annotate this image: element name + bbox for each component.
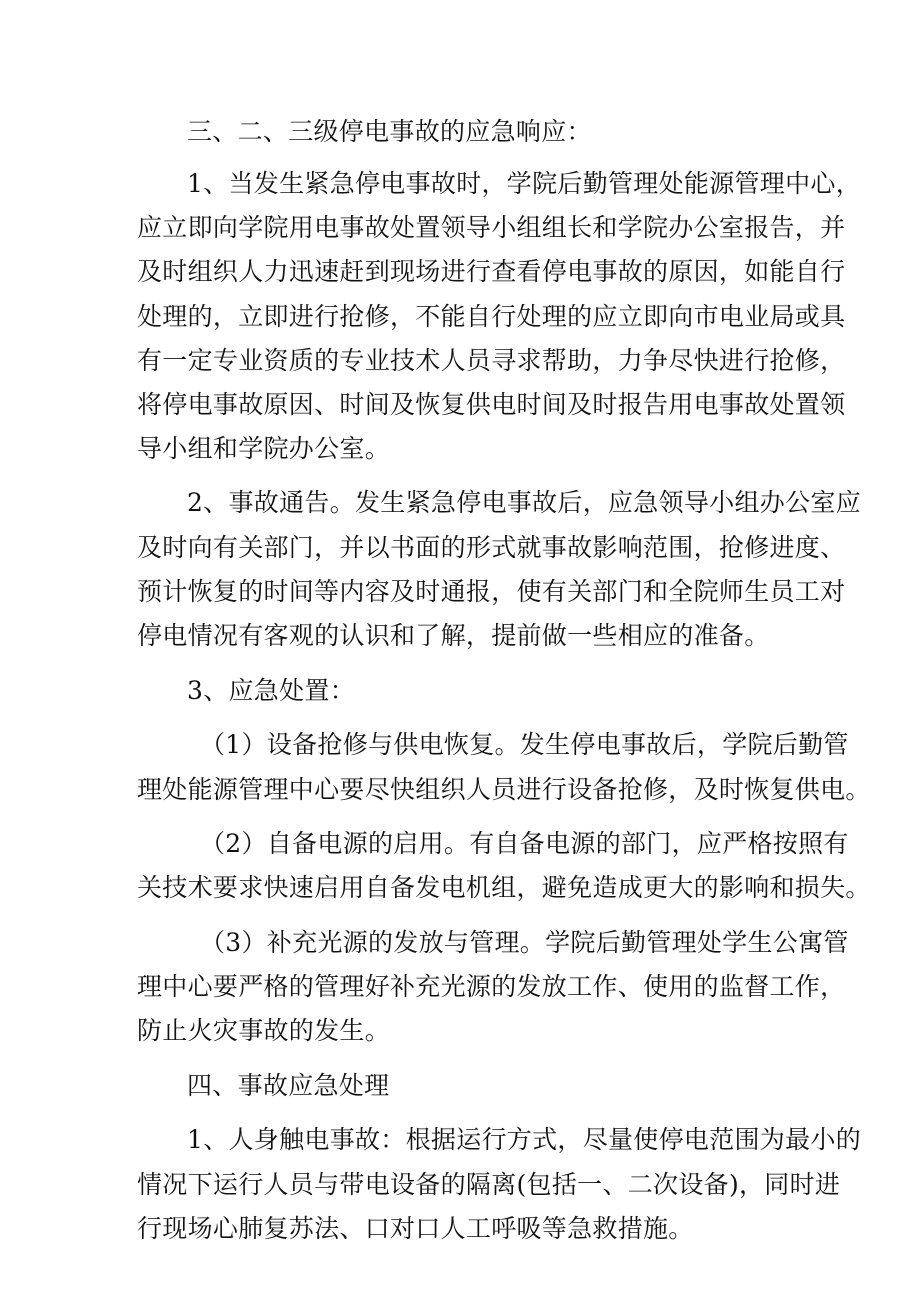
paragraph-line: 处理的，立即进行抢修，不能自行处理的应立即向市电业局或具: [137, 302, 846, 331]
paragraph-line: （1）设备抢修与供电恢复。发生停电事故后，学院后勤管: [200, 730, 849, 759]
paragraph-line: 行现场心肺复苏法、口对口人工呼吸等急救措施。: [137, 1214, 694, 1243]
subsection-heading: 3、应急处置：: [187, 676, 356, 705]
paragraph-line: 停电情况有客观的认识和了解，提前做一些相应的准备。: [137, 621, 770, 650]
paragraph-line: 预计恢复的时间等内容及时通报，使有关部门和全院师生员工对: [137, 577, 846, 606]
paragraph-line: 及时组织人力迅速赶到现场进行查看停电事故的原因，如能自行: [137, 257, 846, 286]
paragraph-line: 情况下运行人员与带电设备的隔离(包括一、二次设备)，同时进: [137, 1170, 841, 1199]
paragraph-line: 理中心要严格的管理好补充光源的发放工作、使用的监督工作，: [137, 972, 846, 1001]
paragraph-line: 有一定专业资质的专业技术人员寻求帮助，力争尽快进行抢修，: [137, 346, 846, 375]
paragraph-line: 导小组和学院办公室。: [137, 434, 391, 463]
paragraph-line: （3）补充光源的发放与管理。学院后勤管理处学生公寓管: [200, 928, 849, 957]
paragraph-line: 理处能源管理中心要尽快组织人员进行设备抢修，及时恢复供电。: [137, 775, 871, 804]
paragraph-line: 将停电事故原因、时间及恢复供电时间及时报告用电事故处置领: [137, 390, 846, 419]
section-heading: 三、二、三级停电事故的应急响应：: [187, 117, 592, 146]
paragraph-line: 关技术要求快速启用自备发电机组，避免造成更大的影响和损失。: [137, 873, 871, 902]
paragraph-line: 防止火灾事故的发生。: [137, 1016, 391, 1045]
paragraph-line: 应立即向学院用电事故处置领导小组组长和学院办公室报告，并: [137, 213, 846, 242]
section-heading: 四、事故应急处理: [187, 1071, 390, 1100]
paragraph-line: 1、人身触电事故：根据运行方式，尽量使停电范围为最小的: [187, 1125, 862, 1154]
paragraph-line: 1、当发生紧急停电事故时，学院后勤管理处能源管理中心，: [187, 169, 862, 198]
paragraph-line: 2、事故通告。发生紧急停电事故后，应急领导小组办公室应: [187, 488, 862, 517]
paragraph-line: （2）自备电源的启用。有自备电源的部门，应严格按照有: [200, 829, 849, 858]
paragraph-line: 及时向有关部门，并以书面的形式就事故影响范围，抢修进度、: [137, 533, 846, 562]
